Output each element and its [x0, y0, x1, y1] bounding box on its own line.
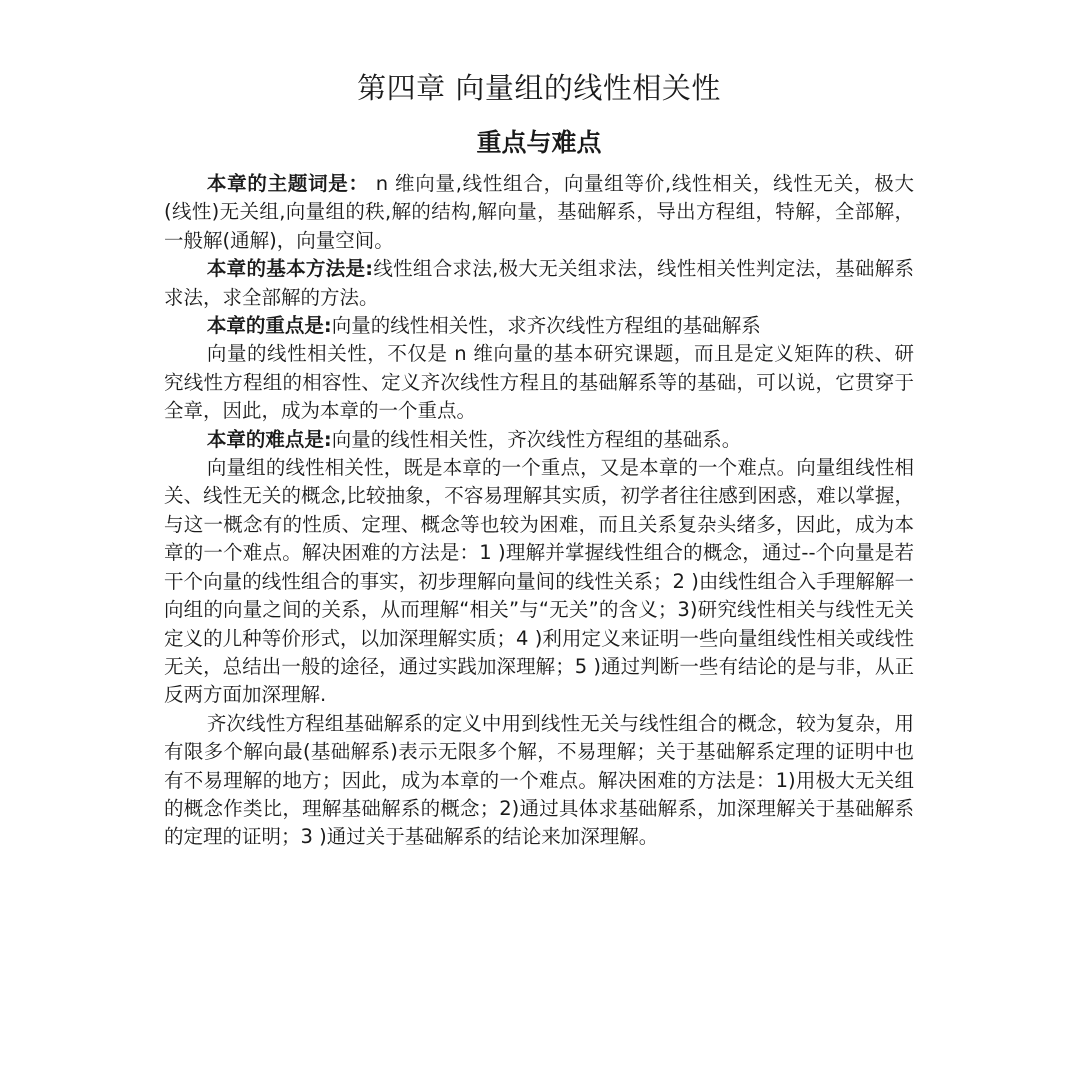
paragraph-key-points: [164, 312, 914, 340]
paragraph-lead: 本章的难点是:: [206, 427, 332, 451]
paragraph-methods: [164, 255, 914, 312]
paragraph-lead: 本章的主题词是：: [206, 172, 369, 195]
paragraph-difficulty-basic-solutions: [164, 710, 914, 852]
paragraph-text: 向量的线性相关性，不仅是 n 维向量的基本研究课题，而且是定义矩阵的秩、研究线性方程组的相容性、定义齐次线性方程且的基础解系等的基础，可以说，它贯穿于全章，因此，成为本章的一个重点。: [164, 342, 914, 423]
paragraph-keywords: [164, 170, 914, 255]
paragraph-lead: 本章的重点是:: [206, 314, 332, 338]
chapter-title: 第四章 向量组的线性相关性: [357, 71, 721, 105]
paragraph-text: 线性组合求法,极大无关组求法，线性相关性判定法，基础解系求法，求全部解的方法。: [164, 257, 914, 309]
paragraph-text: 向量的线性相关性，求齐次线性方程组的基础解系: [331, 314, 761, 338]
paragraph-text: 向量的线性相关性，齐次线性方程组的基础系。: [331, 427, 742, 451]
paragraph-difficulty-linear-dependence: [164, 454, 914, 710]
paragraph-text: n 维向量,线性组合，向量组等价,线性相关，线性无关，极大(线性)无关组,向量组的秩,解的结构,解向量，基础解系，导出方程组，特解，全部解，一般解(通解)，向量空间。: [164, 172, 914, 252]
document-page: [164, 66, 914, 852]
paragraph-text: 齐次线性方程组基础解系的定义中用到线性无关与线性组合的概念，较为复杂，用有限多个解向最(基础解系)表示无限多个解，不易理解；关于基础解系定理的证明中也有不易理解的地方；因此，成为本章的一个难点。解决困难的方法是：1)用极大无关组的概念作类比，理解基础解系的概念；2)通过具体求基础解系，加深理解关于基础解系的定理的证明；3 )通过关于基础解系的结论来加深理解。: [164, 711, 914, 849]
paragraph-text: 向量组的线性相关性，既是本章的一个重点，又是本章的一个难点。向量组线性相关、线性无关的概念,比较抽象，不容易理解其实质，初学者往往感到困惑，难以掌握，与这一概念有的性质、定理、概念等也较为困难，而且关系复杂头绪多，因此，成为本章的一个难点。解决困难的方法是：1 )理解并掌握线性组合的概念，通过--个向量是若干个向量的线性组合的事实，初步理解向量间的线性关系；2 )由线性组合入手理解解一向组的向量之间的关系，从而理解“相关”与“无关”的含义；3)研究线性相关与线性无关定义的儿种等价形式，以加深理解实质；4 )利用定义来证明一些向量组线性相关或线性无关，总结出一般的途径，通过实践加深理解；5 )通过判断一些有结论的是与非，从正反两方面加深理解.: [164, 456, 914, 707]
paragraph-lead: 本章的基本方法是:: [206, 257, 374, 281]
paragraph-difficulties: [164, 426, 914, 454]
section-title: 重点与难点: [476, 128, 602, 157]
paragraph-key-points-detail: [164, 340, 914, 425]
